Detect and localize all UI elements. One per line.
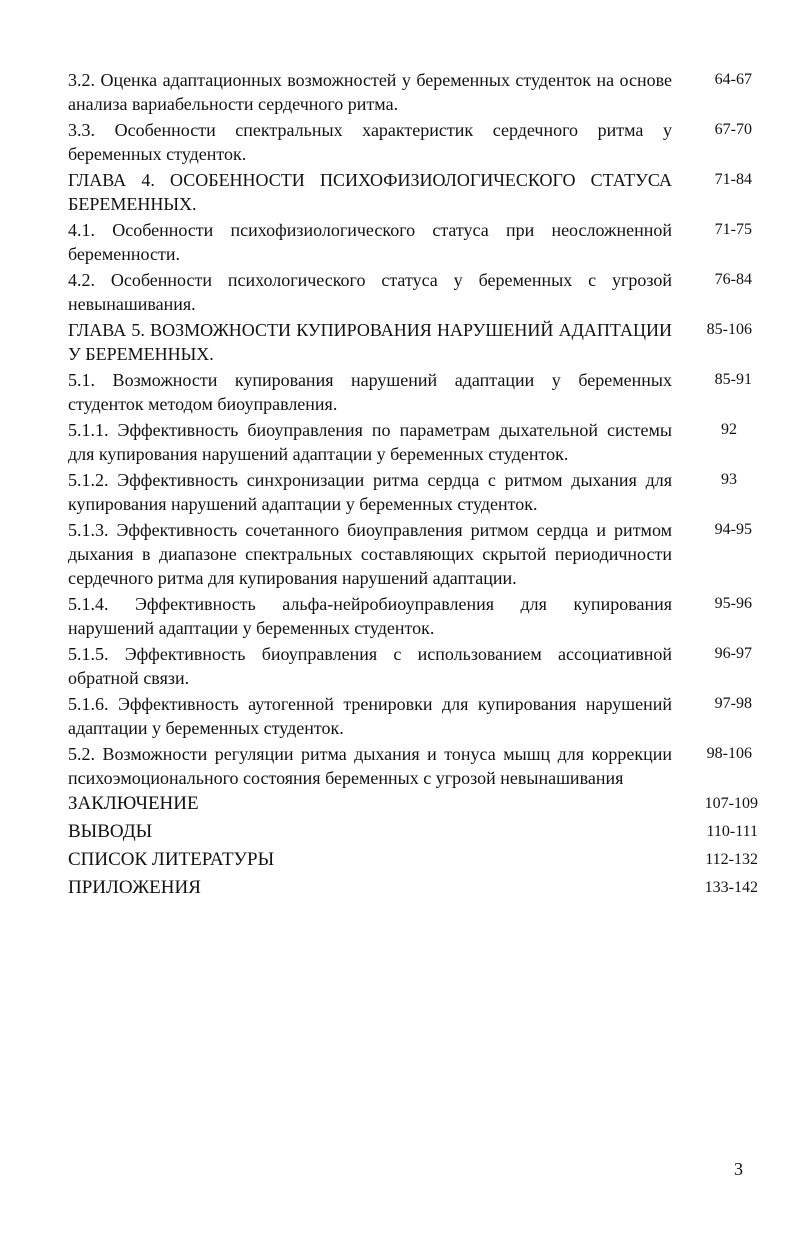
toc-entry-title: 3.2. Оценка адаптационных возможностей у беременных студенток на основе анализа вариабельности сердечного ритма. — [68, 70, 672, 114]
toc-entry-pages: 96-97 — [714, 645, 752, 662]
toc-entry-3-3 — [68, 118, 758, 166]
toc-entry-pages: 133-142 — [704, 879, 758, 896]
toc-entry-pages: 107-109 — [704, 795, 758, 812]
toc-entry-references — [68, 848, 758, 872]
toc-entry-pages: 92 — [721, 421, 737, 438]
toc-entry-pages: 71-84 — [714, 171, 752, 188]
toc-entry-title: 5.1.4. Эффективность альфа-нейробиоуправления для купирования нарушений адаптации у беременных студенток. — [68, 594, 672, 638]
toc-entry-appendices — [68, 876, 758, 900]
toc-entry-title: 4.1. Особенности психофизиологического статуса при неосложненной беременности. — [68, 220, 672, 264]
toc-entry-title: ПРИЛОЖЕНИЯ — [68, 877, 201, 898]
toc-entry-5-1-6 — [68, 692, 758, 740]
toc-entry-title: ЗАКЛЮЧЕНИЕ — [68, 793, 199, 814]
toc-entry-5-1 — [68, 368, 758, 416]
toc-entry-title: 5.1. Возможности купирования нарушений адаптации у беременных студенток методом биоуправления. — [68, 370, 672, 414]
toc-entry-pages: 71-75 — [714, 221, 752, 238]
toc-entry-pages: 94-95 — [714, 521, 752, 538]
toc-entry-title: 4.2. Особенности психологического статуса у беременных с угрозой невынашивания. — [68, 270, 672, 314]
toc-entry-pages: 67-70 — [714, 121, 752, 138]
toc-entry-4-2 — [68, 268, 758, 316]
toc-entry-3-2 — [68, 68, 758, 116]
toc-entry-5-1-5 — [68, 642, 758, 690]
toc-entry-pages: 85-106 — [706, 321, 752, 338]
toc-entry-title: 5.1.3. Эффективность сочетанного биоуправления ритмом сердца и ритмом дыхания в диапазоне спектральных составляющих скрытой периодичности сердечного ритма для купирования нарушений адаптации. — [68, 520, 672, 588]
toc-entry-title: ВЫВОДЫ — [68, 821, 153, 842]
toc-entry-5-1-3 — [68, 518, 758, 590]
toc-entry-5-1-2 — [68, 468, 758, 516]
toc-entry-5-2 — [68, 742, 758, 790]
toc-entry-5-1-4 — [68, 592, 758, 640]
toc-entry-pages: 112-132 — [705, 851, 758, 868]
toc-entry-title: ГЛАВА 5. ВОЗМОЖНОСТИ КУПИРОВАНИЯ НАРУШЕНИЙ АДАПТАЦИИ У БЕРЕМЕННЫХ. — [68, 320, 672, 364]
page-number: 3 — [734, 1159, 743, 1179]
toc-entry-chapter-5 — [68, 318, 758, 366]
toc-entry-pages: 95-96 — [714, 595, 752, 612]
toc-entry-title: 5.1.6. Эффективность аутогенной тренировки для купирования нарушений адаптации у беременных студенток. — [68, 694, 672, 738]
toc-entry-pages: 98-106 — [706, 745, 752, 762]
toc-entry-title: 5.1.5. Эффективность биоуправления с использованием ассоциативной обратной связи. — [68, 644, 672, 688]
toc-entry-title: 5.1.1. Эффективность биоуправления по параметрам дыхательной системы для купирования нарушений адаптации у беременных студенток. — [68, 420, 672, 464]
toc-entry-conclusion — [68, 792, 758, 816]
table-of-contents — [68, 68, 758, 904]
toc-entry-pages: 85-91 — [714, 371, 752, 388]
toc-entry-5-1-1 — [68, 418, 758, 466]
toc-entry-title: 3.3. Особенности спектральных характеристик сердечного ритма у беременных студенток. — [68, 120, 672, 164]
toc-entry-4-1 — [68, 218, 758, 266]
toc-entry-pages: 97-98 — [714, 695, 752, 712]
toc-entry-pages: 93 — [721, 471, 737, 488]
toc-entry-pages: 64-67 — [714, 71, 752, 88]
toc-entry-pages: 110-111 — [706, 823, 758, 840]
toc-entry-title: СПИСОК ЛИТЕРАТУРЫ — [68, 849, 275, 870]
toc-entry-chapter-4 — [68, 168, 758, 216]
toc-entry-title: 5.2. Возможности регуляции ритма дыхания и тонуса мышц для коррекции психоэмоционального состояния беременных с угрозой невынашивания — [68, 744, 672, 788]
toc-entry-findings — [68, 820, 758, 844]
toc-entry-pages: 76-84 — [714, 271, 752, 288]
toc-entry-title: 5.1.2. Эффективность синхронизации ритма сердца с ритмом дыхания для купирования нарушений адаптации у беременных студенток. — [68, 470, 672, 514]
toc-entry-title: ГЛАВА 4. ОСОБЕННОСТИ ПСИХОФИЗИОЛОГИЧЕСКОГО СТАТУСА БЕРЕМЕННЫХ. — [68, 170, 672, 214]
